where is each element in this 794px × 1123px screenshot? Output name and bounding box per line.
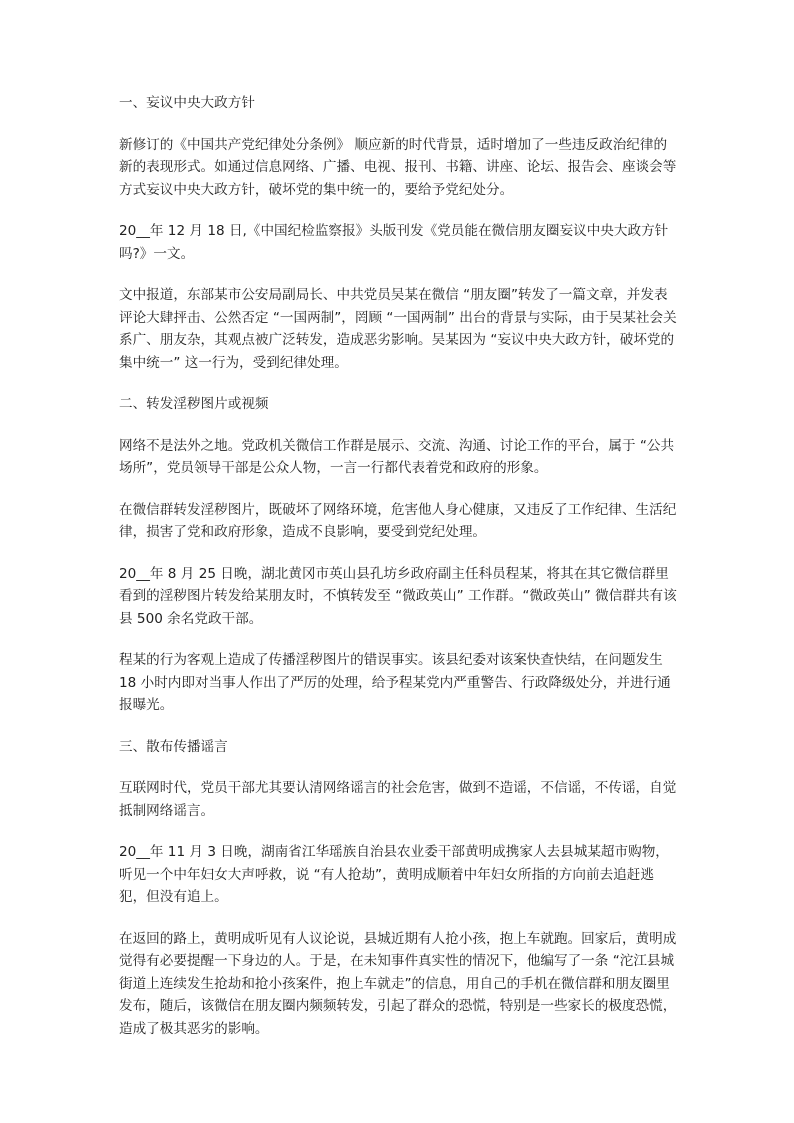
paragraph: 在返回的路上，黄明成听见有人议论说，县城近期有人抢小孩，抱上车就跑。回家后，黄明成觉得有必要提醒一下身边的人。于是，在未知事件真实性的情况下，他编写了一条 “沱江县城街道上连续发生抢劫和抢小孩案件，抱上车就走”的信息，用自己的手机在微信群和朋友圈里发布，随后，该微信在朋友圈内频频转发，引起了群众的恐慌，特别是一些家长的极度恐慌，造成了极其恶劣的影响。 <box>119 930 677 1037</box>
section-heading: 一、妄议中央大政方针 <box>119 95 255 111</box>
section-heading: 三、散布传播谣言 <box>119 738 228 755</box>
paragraph: 文中报道，东部某市公安局副局长、中共党员吴某在微信 “朋友圈”转发了一篇文章，并发表评论大肆抨击、公然否定 “一国两制”，罔顾 “一国两制” 出台的背景与实际，由于吴某社会关系广、朋友杂，其观点被广泛转发，造成恶劣影响。吴某因为 “妄议中央大政方针，破坏党的集中统一” 这一行为，受到纪律处理。 <box>119 287 677 371</box>
paragraph: 20__年 12 月 18 日,《中国纪检监察报》头版刊发《党员能在微信朋友圈妄议中央大政方针吗?》一文。 <box>119 223 669 262</box>
paragraph: 互联网时代，党员干部尤其要认清网络谣言的社会危害，做到不造谣，不信谣，不传谣，自觉抵制网络谣言。 <box>119 780 677 819</box>
paragraph: 20__年 11 月 3 日晚，湖南省江华瑶族自治县农业委干部黄明成携家人去县城某超市购物，听见一个中年妇女大声呼救，说 “有人抢劫”，黄明成顺着中年妇女所指的方向前去追赶逃犯，但没有追上。 <box>119 844 669 905</box>
document-page <box>119 92 679 1059</box>
paragraph: 20__年 8 月 25 日晚，湖北黄冈市英山县孔坊乡政府副主任科员程某，将其在其它微信群里看到的淫秽图片转发给某朋友时，不慎转发至 “微政英山” 工作群。“微政英山” 微信群共有该县 500 余名党政干部。 <box>119 565 677 627</box>
section-heading: 二、转发淫秽图片或视频 <box>119 396 269 412</box>
paragraph: 新修订的《中国共产党纪律处分条例》 顺应新的时代背景，适时增加了一些违反政治纪律的新的表现形式。如通过信息网络、广播、电视、报刊、书籍、讲座、论坛、报告会、座谈会等方式妄议中央大政方针，破坏党的集中统一的，要给予党纪处分。 <box>119 136 677 198</box>
paragraph: 程某的行为客观上造成了传播淫秽图片的错误事实。该县纪委对该案快查快结，在问题发生 18 小时内即对当事人作出了严厉的处理，给予程某党内严重警告、行政降级处分，并进行通报曝光。 <box>119 652 671 713</box>
paragraph: 在微信群转发淫秽图片，既破坏了网络环境，危害他人身心健康，又违反了工作纪律、生活纪律，损害了党和政府形象，造成不良影响，要受到党纪处理。 <box>119 501 677 540</box>
paragraph: 网络不是法外之地。党政机关微信工作群是展示、交流、沟通、讨论工作的平台，属于 “公共场所”，党员领导干部是公众人物，一言一行都代表着党和政府的形象。 <box>119 437 675 476</box>
